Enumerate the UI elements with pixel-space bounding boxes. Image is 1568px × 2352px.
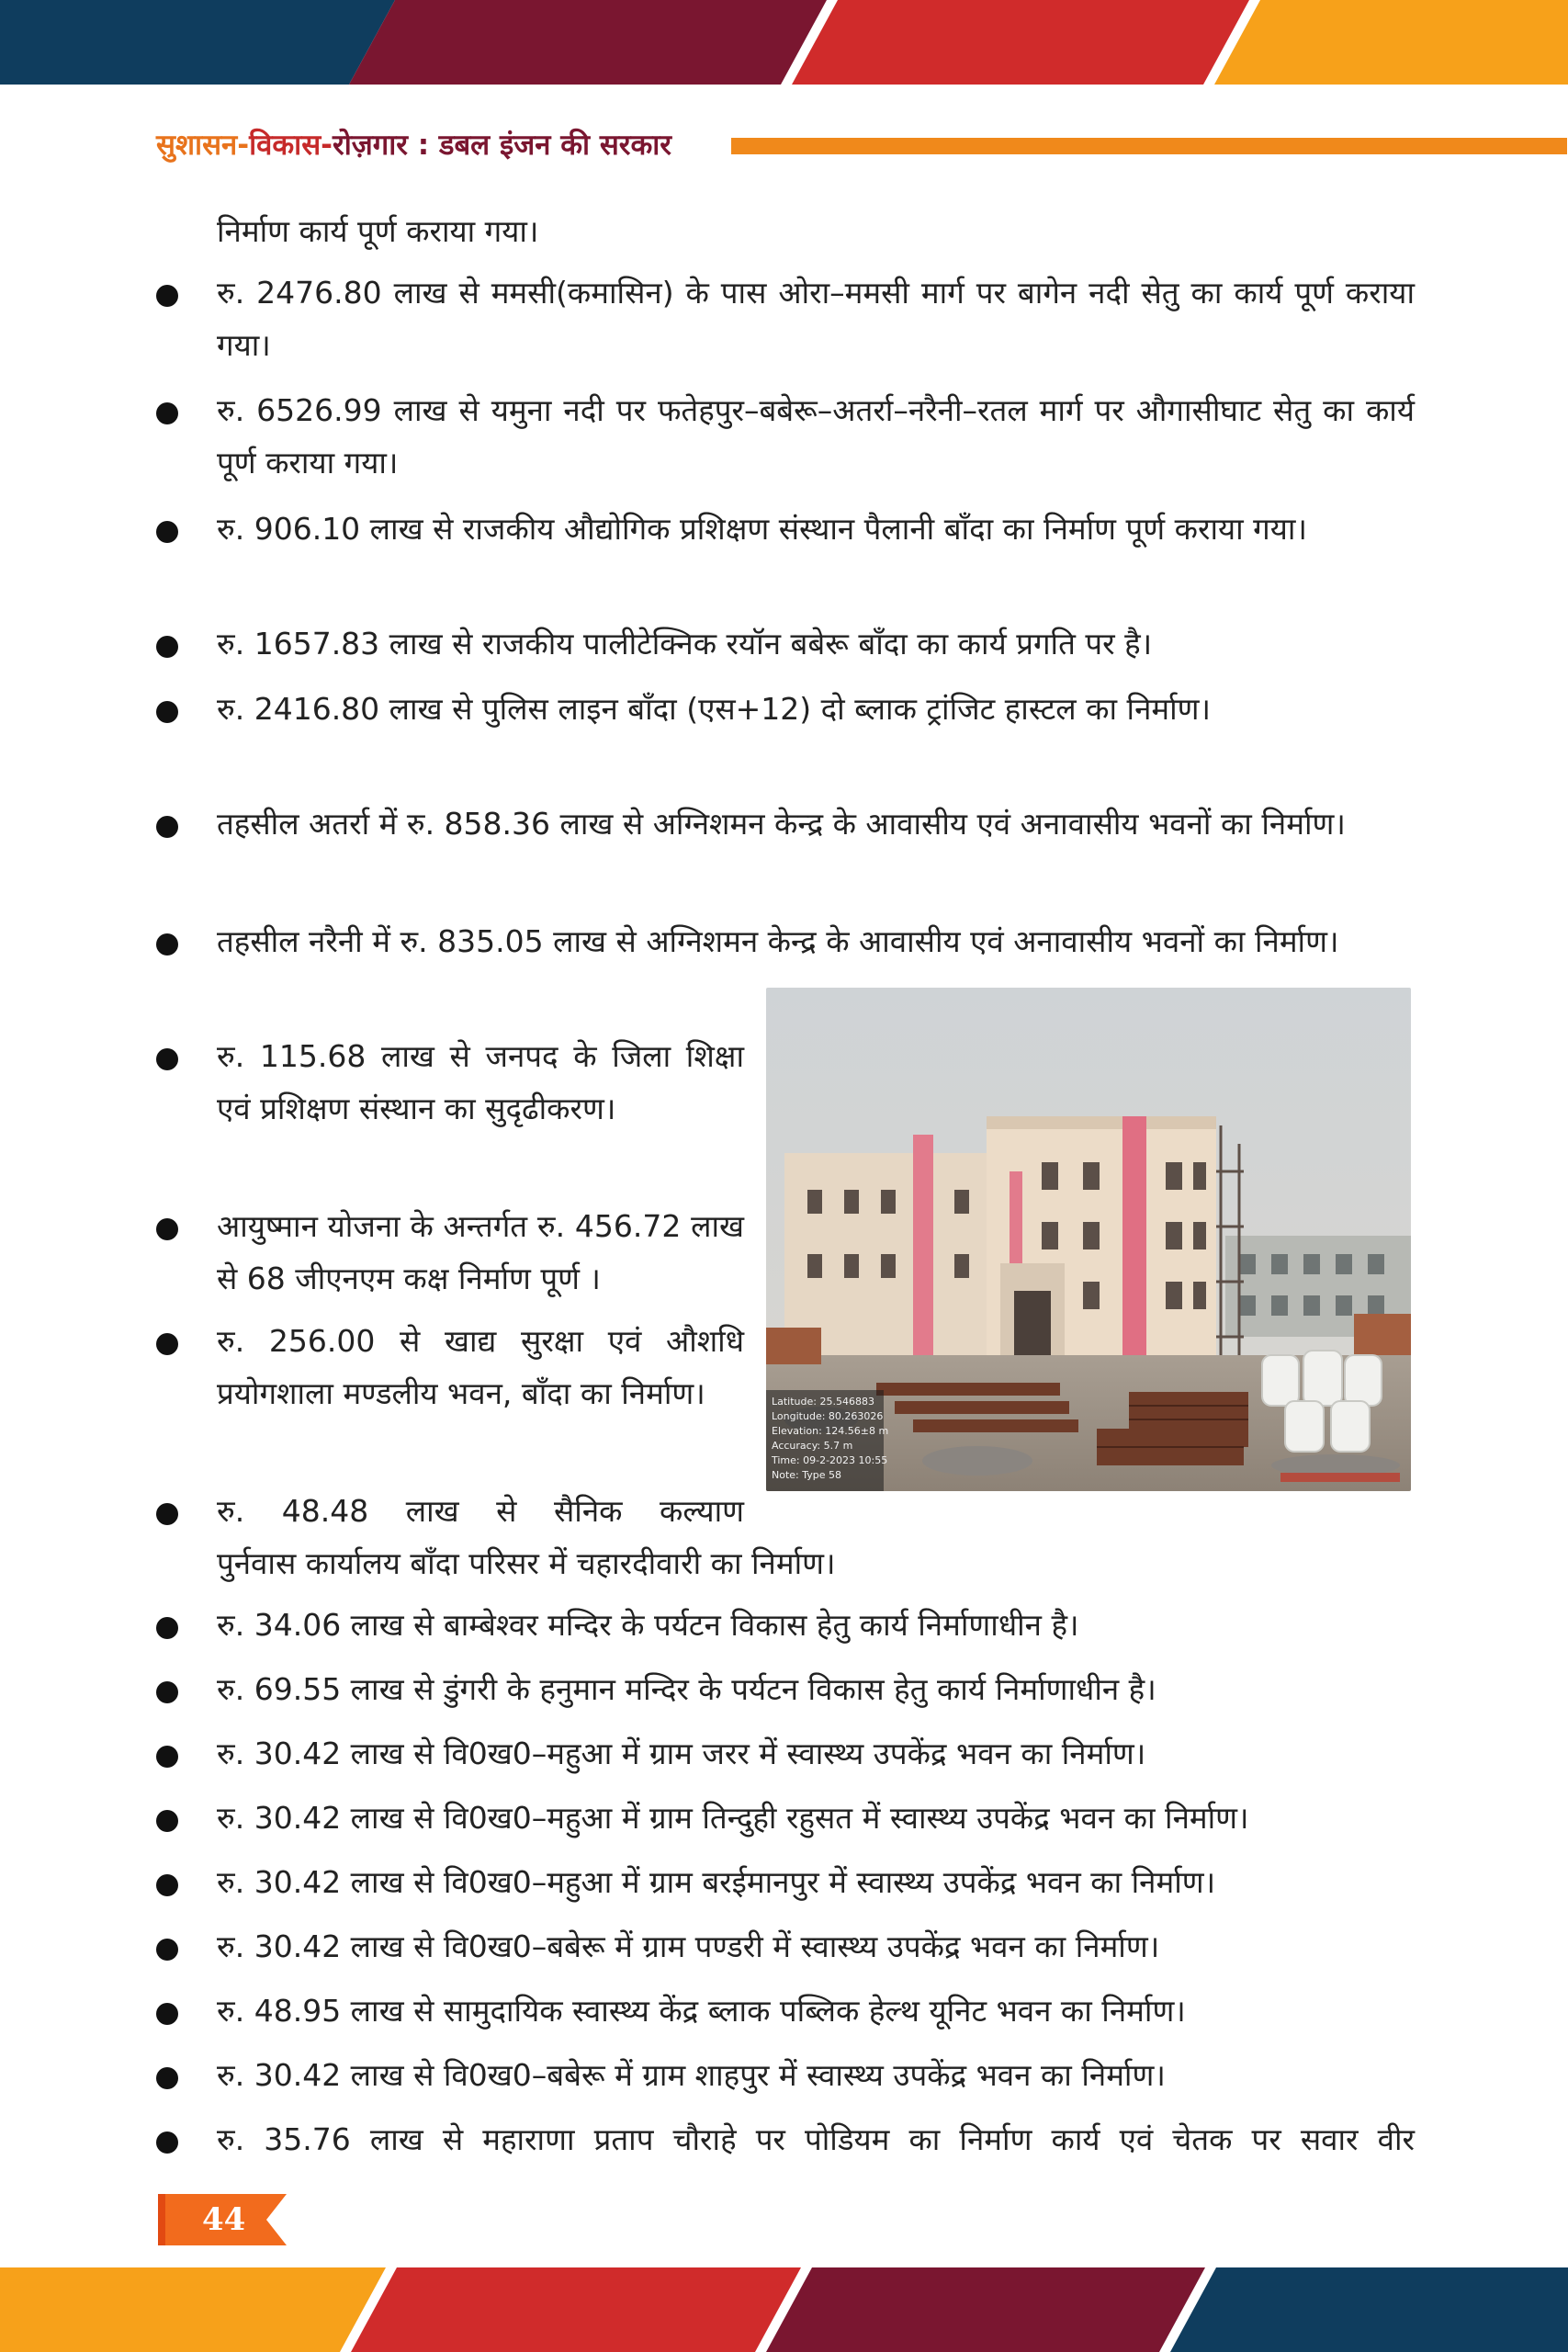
photo-overlay-line: Note: Type 58	[772, 1469, 842, 1481]
list-item-text: रु. 48.48 लाख से सैनिक कल्याण	[217, 1493, 744, 1529]
list-item-text: आयुष्मान योजना के अन्तर्गत रु. 456.72 लाख से 68 जीएनएम कक्ष निर्माण पूर्ण ।	[217, 1208, 744, 1296]
list-item-text: तहसील अतर्रा में रु. 858.36 लाख से अग्निशमन केन्द्र के आवासीय एवं अनावासीय भवनों का निर्माण।	[217, 806, 1346, 842]
list-item-text: तहसील नरैनी में रु. 835.05 लाख से अग्निशमन केन्द्र के आवासीय एवं अनावासीय भवनों का निर्माण।	[217, 923, 1339, 959]
header-part-2: विकास-	[249, 129, 333, 162]
header-rule	[731, 138, 1567, 154]
top-decorative-band	[0, 0, 1568, 85]
photo-overlay-line: Accuracy: 5.7 m	[772, 1440, 853, 1452]
list-item-continuation: पुर्नवास कार्यालय बाँदा परिसर में चहारदीवारी का निर्माण।	[217, 1545, 836, 1581]
bullet-icon	[156, 1681, 178, 1703]
bullet-icon	[156, 636, 178, 658]
list-item-text: रु. 30.42 लाख से वि0ख0–महुआ में ग्राम जरर में स्वास्थ्य उपकेंद्र भवन का निर्माण।	[217, 1736, 1146, 1771]
bullet-icon	[156, 1503, 178, 1525]
bullet-icon	[156, 285, 178, 307]
bullet-icon	[156, 2003, 178, 2025]
page-number-tab	[158, 2194, 287, 2245]
bullet-icon	[156, 1746, 178, 1768]
bullet-icon	[156, 1218, 178, 1240]
bullet-icon	[156, 701, 178, 723]
list-item-text: रु. 35.76 लाख से महाराणा प्रताप चौराहे पर पोडियम का निर्माण कार्य एवं चेतक पर सवार वीर	[217, 2121, 1415, 2157]
list-item-text: रु. 2416.80 लाख से पुलिस लाइन बाँदा (एस+12) दो ब्लाक ट्रांजिट हास्टल का निर्माण।	[217, 691, 1212, 727]
header-part-3: रोज़गार : डबल इंजन की सरकार	[333, 129, 671, 162]
list-item-text: रु. 256.00 से खाद्य सुरक्षा एवं औशधि प्रयोगशाला मण्डलीय भवन, बाँदा का निर्माण।	[217, 1323, 744, 1411]
list-item-text: रु. 906.10 लाख से राजकीय औद्योगिक प्रशिक्षण संस्थान पैलानी बाँदा का निर्माण पूर्ण कराया गया।	[217, 511, 1307, 547]
bullet-icon	[156, 1810, 178, 1832]
list-item-text: रु. 30.42 लाख से वि0ख0–बबेरू में ग्राम शाहपुर में स्वास्थ्य उपकेंद्र भवन का निर्माण।	[217, 2057, 1166, 2093]
header-title	[156, 127, 671, 164]
bullet-icon	[156, 1333, 178, 1355]
bottom-decorative-band	[0, 2267, 1568, 2352]
list-item-text: रु. 1657.83 लाख से राजकीय पालीटेक्निक रयॉन बबेरू बाँदा का कार्य प्रगति पर है।	[217, 626, 1153, 662]
photo-overlay-line: Longitude: 80.263026	[772, 1410, 884, 1422]
list-item-text: रु. 30.42 लाख से वि0ख0–बबेरू में ग्राम पण्डरी में स्वास्थ्य उपकेंद्र भवन का निर्माण।	[217, 1928, 1160, 1964]
list-item-text: रु. 115.68 लाख से जनपद के जिला शिक्षा एवं प्रशिक्षण संस्थान का सुदृढीकरण।	[217, 1038, 744, 1126]
intro-line: निर्माण कार्य पूर्ण कराया गया।	[217, 213, 539, 249]
running-header	[156, 127, 1415, 164]
photo-overlay-line: Elevation: 124.56±8 m	[772, 1425, 889, 1437]
list-item-text: रु. 69.55 लाख से डुंगरी के हनुमान मन्दिर के पर्यटन विकास हेतु कार्य निर्माणाधीन है।	[217, 1671, 1156, 1707]
bullet-icon	[156, 1617, 178, 1639]
list-item-text: रु. 2476.80 लाख से ममसी(कमासिन) के पास ओरा–ममसी मार्ग पर बागेन नदी सेतु का कार्य पूर्ण कराया गया।	[217, 275, 1415, 363]
bullet-icon	[156, 2067, 178, 2089]
bullet-icon	[156, 402, 178, 424]
bullet-icon	[156, 1939, 178, 1961]
bullet-icon	[156, 1874, 178, 1896]
bullet-icon	[156, 933, 178, 956]
bullet-icon	[156, 816, 178, 838]
page-number: 44	[202, 2201, 246, 2238]
header-part-1: सुशासन-	[156, 129, 250, 162]
list-item-text: रु. 30.42 लाख से वि0ख0–महुआ में ग्राम तिन्दुही रहुसत में स्वास्थ्य उपकेंद्र भवन का निर्माण।	[217, 1800, 1249, 1836]
list-item-text: रु. 30.42 लाख से वि0ख0–महुआ में ग्राम बरईमानपुर में स्वास्थ्य उपकेंद्र भवन का निर्माण।	[217, 1864, 1216, 1900]
photo-overlay-line: Time: 09-2-2023 10:55	[772, 1454, 888, 1466]
photo-overlay-line: Latitude: 25.546883	[772, 1396, 874, 1408]
bullet-icon	[156, 2132, 178, 2154]
bullet-icon	[156, 521, 178, 543]
list-item-text: रु. 34.06 लाख से बाम्बेश्वर मन्दिर के पर्यटन विकास हेतु कार्य निर्माणाधीन है।	[217, 1607, 1079, 1643]
building-construction-photo	[766, 988, 1411, 1491]
list-item-text: रु. 48.95 लाख से सामुदायिक स्वास्थ्य केंद्र ब्लाक पब्लिक हेल्थ यूनिट भवन का निर्माण।	[217, 1993, 1186, 2029]
bullet-icon	[156, 1048, 178, 1070]
list-item-text: रु. 6526.99 लाख से यमुना नदी पर फतेहपुर–बबेरू–अतर्रा–नरैनी–रतल मार्ग पर औगासीघाट सेतु का कार्य पूर्ण कराया गया।	[217, 392, 1415, 481]
